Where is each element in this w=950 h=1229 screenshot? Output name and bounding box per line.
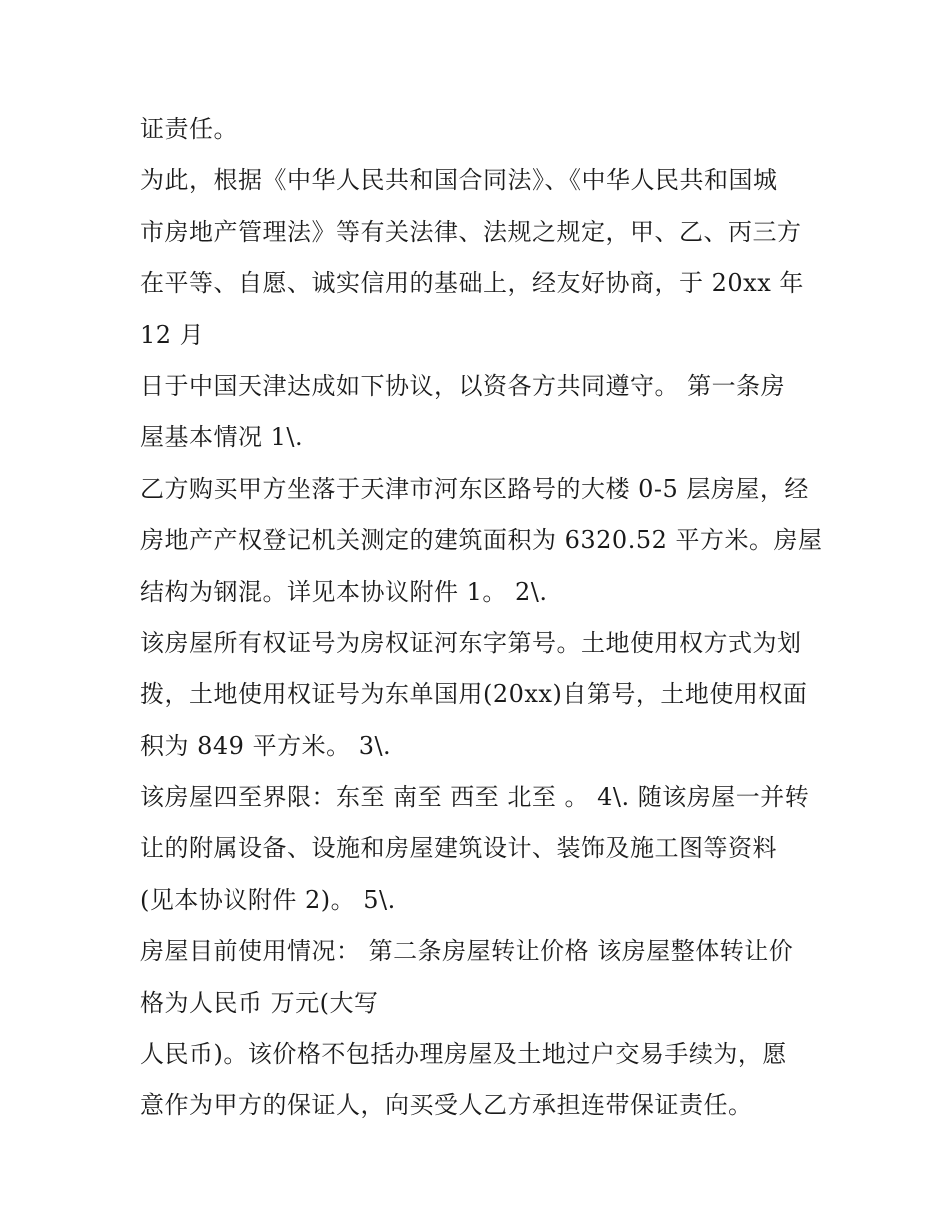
text-line: 房屋目前使用情况： 第二条房屋转让价格 该房屋整体转让价: [140, 937, 794, 966]
text-line: 意作为甲方的保证人，向买受人乙方承担连带保证责任。: [140, 1091, 753, 1120]
text-line: 积为 849 平方米。 3\.: [140, 731, 392, 760]
text-line: 格为人民币 万元(大写: [140, 988, 379, 1017]
text-line: (见本协议附件 2)。 5\.: [140, 885, 396, 914]
text-line: 房地产产权登记机关测定的建筑面积为 6320.52 平方米。房屋: [140, 526, 823, 555]
text-line: 证责任。: [140, 115, 238, 143]
text-line: 为此，根据《中华人民共和国合同法》、《中华人民共和国城: [140, 166, 778, 195]
text-line: 拨，土地使用权证号为东单国用(20xx)自第号，土地使用权面: [140, 680, 808, 709]
text-line: 结构为钢混。详见本协议附件 1。 2\.: [140, 577, 548, 606]
text-line: 日于中国天津达成如下协议，以资各方共同遵守。 第一条房: [140, 371, 786, 400]
text-line: 12 月: [140, 320, 205, 349]
document-body: [140, 104, 830, 1132]
text-line: 该房屋所有权证号为房权证河东字第号。土地使用权方式为划: [140, 628, 802, 657]
text-line: 让的附属设备、设施和房屋建筑设计、装饰及施工图等资料: [140, 834, 777, 863]
text-line: 该房屋四至界限：东至 南至 西至 北至 。 4\. 随该房屋一并转: [140, 783, 810, 812]
text-line: 人民币)。该价格不包括办理房屋及土地过户交易手续为，愿: [140, 1040, 787, 1069]
text-line: 在平等、自愿、诚实信用的基础上，经友好协商，于 20xx 年: [140, 269, 804, 298]
text-line: 屋基本情况 1\.: [140, 423, 304, 452]
text-line: 市房地产管理法》等有关法律、法规之规定，甲、乙、丙三方: [140, 217, 802, 246]
text-line: 乙方购买甲方坐落于天津市河东区路号的大楼 0-5 层房屋，经: [140, 474, 809, 503]
